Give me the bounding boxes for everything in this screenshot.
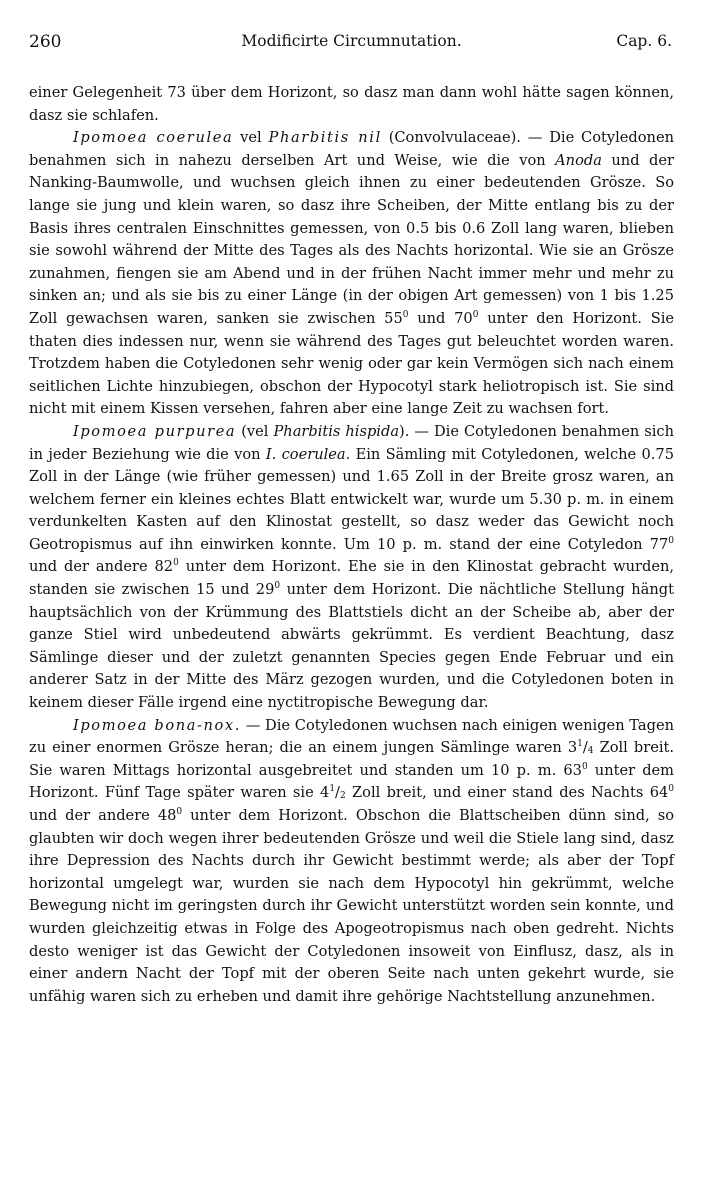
paragraph-ipomoea-bona-nox [29,715,674,1009]
text-run: Zoll breit. Sie waren Mittags horizontal ausgebreitet und standen um 10 p. m. 63 [29,739,674,779]
running-title: Modificirte Circumnutation. [241,32,462,50]
text-run: Zoll breit, und einer stand des Nachts 64 [345,784,669,802]
text-run: vel [233,129,269,147]
species-name: Ipomoea purpurea [73,422,237,440]
species-name: Ipomoea coerulea [73,129,234,147]
degree-mark: 0 [668,535,674,546]
text-run: ). — Die Cotyledonen benahmen sich in jeder Beziehung wie die von [29,422,674,463]
degree-mark: 0 [668,784,675,795]
text-run: und der andere 82 [29,558,174,576]
chapter-label: Cap. 6. [616,32,672,50]
text-run: unter dem Horizont. Obschon die Blattscheiben dünn sind, so glaubten wir doch wegen ihrer bedeutenden Grösze und weil die Stiele lang sind, dasz ihre Depression des Nachts durch ihr Gewicht bestimmt werde; als aber der Topf horizontal umgelegt war, wurden sie nach dem Hypocotyl hin gekrümmt, welche Bewegung nicht im geringsten durch ihr Gewicht unterstützt worden sein konnte, und wurden gleichzeitig etwas in Folge des Apogeotropismus nach oben gedreht. Nichts desto weniger ist das Gewicht der Cotyledonen insoweit von Einflusz, dasz, als in einer andern Nacht der Topf mit der oberen Seite nach unten gekehrt wurde, sie unfähig waren sich zu erheben und damit ihre gehörige Nachtstellung anzunehmen. [29,807,674,1005]
text-run: unter den Horizont. Sie thaten dies indessen nur, wenn sie während des Tages gut beleuchtet worden waren. Trotzdem haben die Cotyledonen sehr wenig oder gar kein Vermögen sich nach einem seitlichen Lichte hinzubiegen, obschon der Hypocotyl stark heliotropisch ist. Sie sind nicht mit einem Kissen versehen, fahren aber eine lange Zeit zu wachsen fort. [29,309,674,418]
degree-mark: 0 [581,761,588,772]
paragraph-continuation [29,82,674,127]
text-run: und der andere 48 [29,807,177,824]
degree-mark: 0 [274,581,281,592]
species-synonym: Pharbitis hispida [273,422,400,440]
text-run: einer Gelegenheit 73 über dem Horizont, so dasz man dann wohl hätte sagen können, dasz sie schlafen. [29,84,674,124]
page-number: 260 [29,32,62,52]
paragraph-ipomoea-coerulea [29,127,674,421]
text-run: — Die Cotyledonen wuchsen nach einigen wenigen Tagen zu einer enormen Grösze heran; die an einem jungen Sämlinge waren 3 [29,716,674,757]
fraction-slash: / [582,739,588,757]
page-header [29,32,674,58]
book-page [29,32,674,1008]
species-reference: I. coerulea. [265,445,351,463]
degree-mark: 0 [176,807,183,817]
text-run: und der Nanking-Baumwolle, und wuchsen gleich ihnen zu einer bedeutenden Grösze. So lange sie jung und klein waren, so dasz ihre Scheiben, der Mitte entlang bis zu der Basis ihres centralen Einschnittes gemessen, von 0.5 bis 0.6 Zoll lang waren, blieben sie sowohl während der Mitte des Tages als des Nachts horizontal. Wie sie an Grösze zunahmen, fiengen sie am Abend und in der frühen Nacht immer mehr und mehr zu sinken an; und als sie bis zu einer Länge (in der obigen Art gemessen) von 1 bis 1.25 Zoll gewachsen waren, sanken sie zwischen 55 [29,151,674,327]
text-run: und 70 [408,309,473,327]
fraction-denominator: 2 [339,791,346,802]
species-synonym: Pharbitis nil [268,129,382,147]
text-run: unter dem Horizont. Ehe sie in den Klinostat gebracht wurden, standen sie zwischen 15 und 29 [29,558,674,599]
fraction-denominator: 4 [587,746,594,757]
text-run: Ein Sämling mit Cotyledonen, welche 0.75 Zoll in der Länge (wie früher gemessen) und 1.65 Zoll in der Breite grosz waren, an welchem ferner ein kleines echtes Blatt entwickelt war, wurde um 5.30 p. m. in einem verdunkelten Kasten auf den Klinostat gestellt, so dasz weder das Gewicht noch Geotropismus auf ihn einwirken konnte. Um 10 p. m. stand der eine Cotyledon 77 [29,445,674,553]
fraction-numerator: 1 [577,739,583,750]
text-run: unter dem Horizont. Fünf Tage später waren sie 4 [29,761,675,802]
degree-mark: 0 [472,309,479,320]
fraction-numerator: 1 [329,784,336,795]
fraction-slash: / [335,784,340,802]
species-name: Ipomoea bona-nox. [73,716,241,734]
body-text [29,82,674,1008]
genus-reference: Anoda [555,151,602,169]
degree-mark: 0 [402,309,409,320]
degree-mark: 0 [173,558,179,569]
text-run: unter dem Horizont. Die nächtliche Stellung hängt hauptsächlich von der Krümmung des Blattstiels dicht an der Scheibe ab, aber der ganze Stiel wird unbedeutend abwärts gekrümmt. Es verdient Beachtung, dasz Sämlinge dieser und der zuletzt genannten Species gegen Ende Februar und ein anderer Satz in der Mitte des März gezogen wurden, und die Cotyledonen boten in keinem dieser Fälle irgend eine nyctitropische Bewegung dar. [29,581,674,712]
text-run: (Convolvulaceae). — Die Cotyledonen benahmen sich in nahezu derselben Art und Weise, wie die von [29,129,674,169]
paragraph-ipomoea-purpurea [29,421,674,715]
text-run: (vel [236,422,274,440]
